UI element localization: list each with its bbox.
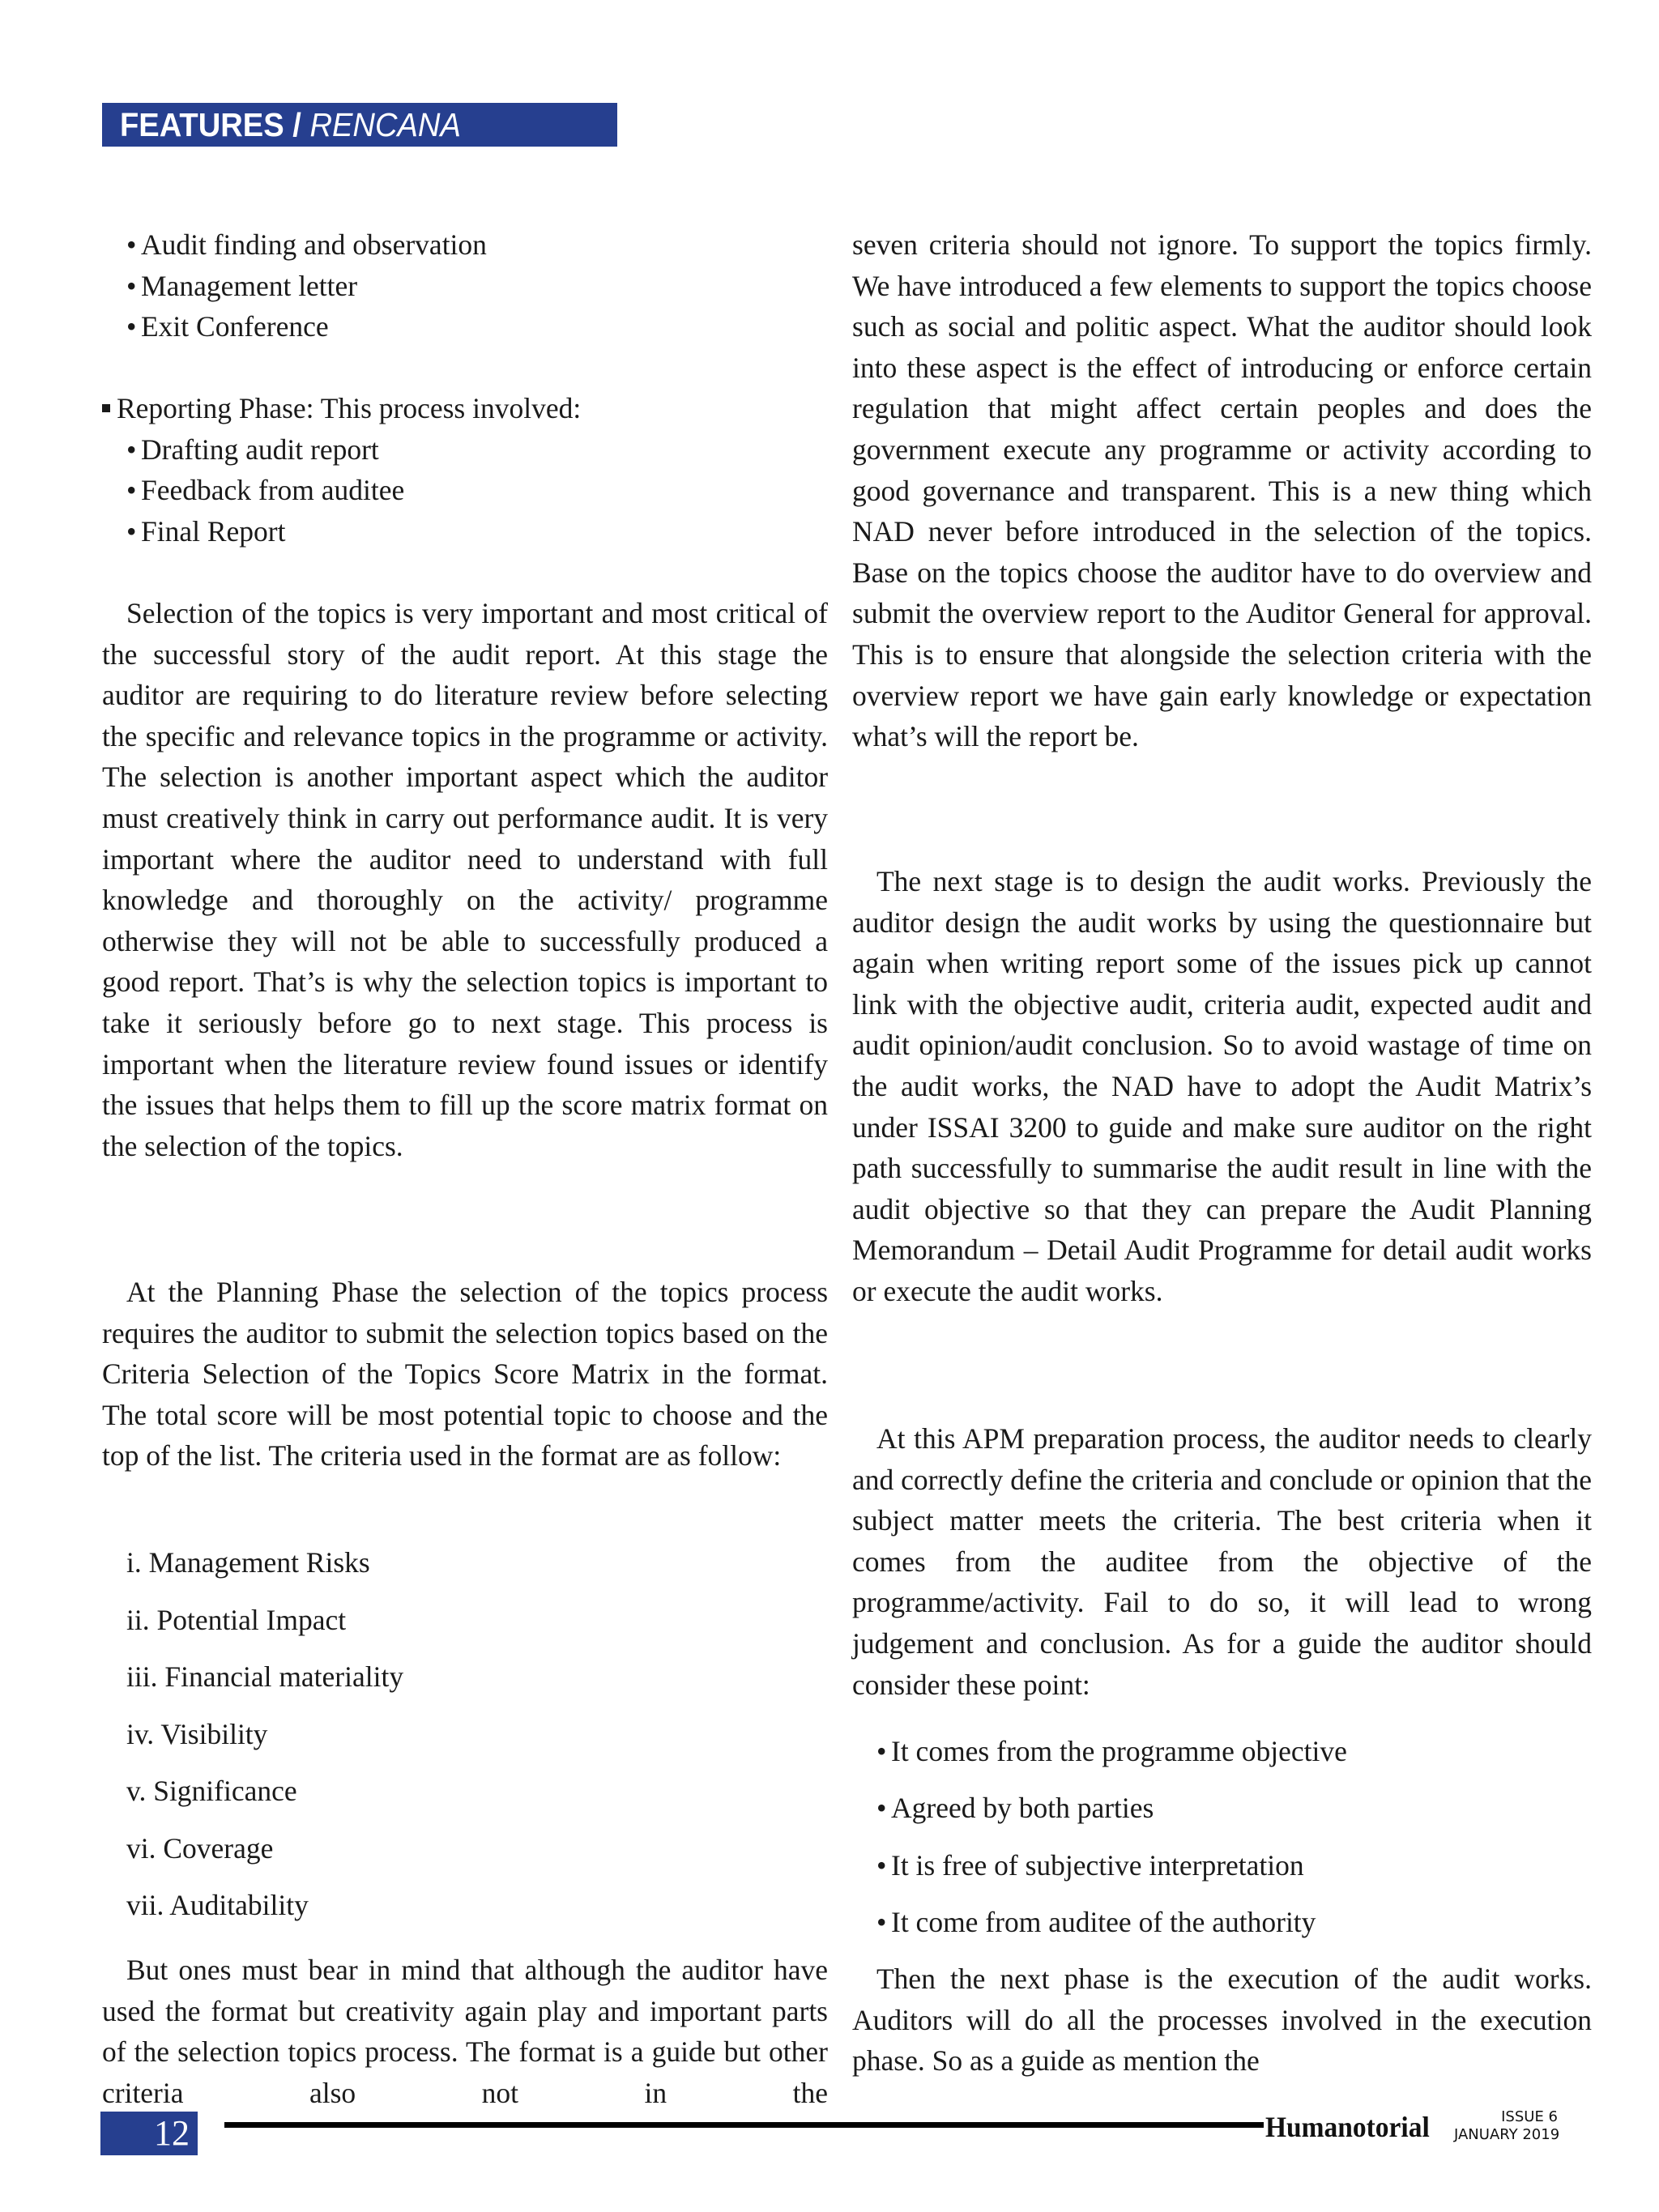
paragraph-but-ones bbox=[102, 1950, 828, 2113]
issue-info bbox=[1454, 2108, 1558, 2144]
paragraph-text: But ones must bear in mind that although the auditor have used the format but creativity again play and important parts of the selection topics process. The format is a guide but other criteria also not in the bbox=[102, 1954, 829, 2109]
section-header-title bbox=[120, 106, 461, 143]
footer-divider bbox=[224, 2122, 1264, 2128]
subsection-name: RENCANA bbox=[309, 106, 461, 143]
criteria-list bbox=[102, 1542, 828, 1942]
list-item: • It comes from the programme objective bbox=[852, 1731, 1592, 1788]
bullet-icon: • bbox=[126, 228, 137, 261]
paragraph-text: At this APM preparation process, the auditor needs to clearly and correctly define the criteria and conclude or opinion that the subject matter meets the criteria. The best criteria when it comes from the auditee from the objective of the programme/activity. Fail to do so, it will lead to wrong judgement and conclusion. As for a guide the auditor should consider these point: bbox=[852, 1422, 1593, 1701]
section-header-bar bbox=[102, 103, 617, 147]
bullet-icon: • bbox=[876, 1848, 887, 1882]
guide-points-list bbox=[852, 1731, 1592, 1959]
paragraph-text: At the Planning Phase the selection of the topics process requires the auditor to submit the selection topics based on the Criteria Selection of the Topics Score Matrix in the format. The total score will be most potential topic to choose and the top of the list. The criteria used in the format are as follow: bbox=[102, 1276, 829, 1473]
page-number-box bbox=[100, 2112, 198, 2155]
paragraph-text: Then the next phase is the execution of the audit works. Auditors will do all the processes involved in the execution phase. So as a guide as mention the bbox=[852, 1963, 1592, 2078]
reporting-phase-block bbox=[102, 388, 828, 552]
bullet-icon: • bbox=[126, 310, 137, 343]
criteria-item: iv. Visibility bbox=[126, 1717, 268, 1750]
audit-process-bullets bbox=[102, 224, 828, 347]
list-item: • Management letter bbox=[102, 266, 828, 307]
paragraph-execution-phase bbox=[852, 1958, 1592, 2082]
list-item: • Final Report bbox=[102, 511, 828, 552]
criteria-item: vi. Coverage bbox=[126, 1831, 274, 1865]
list-item: • Exit Conference bbox=[102, 306, 828, 347]
bullet-icon: • bbox=[876, 1906, 887, 1939]
criteria-item: iii. Financial materiality bbox=[126, 1660, 404, 1693]
section-separator: / bbox=[284, 106, 310, 143]
bullet-icon: • bbox=[876, 1792, 887, 1825]
page-number: 12 bbox=[154, 2113, 190, 2153]
bullet-icon: • bbox=[126, 433, 137, 466]
square-bullet-icon bbox=[102, 404, 110, 412]
criteria-item: ii. Potential Impact bbox=[126, 1603, 347, 1636]
paragraph-seven-criteria-continued bbox=[852, 224, 1592, 757]
bullet-icon: • bbox=[876, 1735, 887, 1767]
list-item: • Agreed by both parties bbox=[852, 1788, 1592, 1844]
criteria-item: vii. Auditability bbox=[126, 1889, 309, 1921]
paragraph-text: seven criteria should not ignore. To support the topics firmly. We have introduced a few elements to support the topics choose such as social and politic aspect. What the auditor should look into these aspect is the effect of introducing or enforce certain regulation that might affect certain peoples and does the government execute any programme or activity according to good governance and transparent. This is a new thing which NAD never before introduced in the selection of the topics. Base on the topics choose the auditor have to do overview and submit the overview report to the Auditor General for approval. This is to ensure that alongside the selection criteria with the overview report we have gain early knowledge or expectation what’s will the report be. bbox=[852, 228, 1593, 753]
paragraph-next-stage bbox=[852, 861, 1592, 1312]
list-item: • Drafting audit report bbox=[102, 429, 828, 471]
paragraph-planning-phase bbox=[102, 1272, 828, 1477]
publication-name: Humanotorial bbox=[1265, 2111, 1430, 2143]
list-item: • Audit finding and observation bbox=[102, 224, 828, 266]
list-item: • Feedback from auditee bbox=[102, 470, 828, 511]
bullet-icon: • bbox=[126, 514, 137, 548]
paragraph-selection-of-topics bbox=[102, 593, 828, 1166]
list-item: • It is free of subjective interpretation bbox=[852, 1845, 1592, 1902]
issue-number: ISSUE 6 bbox=[1501, 2108, 1558, 2125]
paragraph-text: The next stage is to design the audit works. Previously the auditor design the audit works by using the questionnaire but again when writing report some of the issues pick up cannot link with the objective audit, criteria audit, expected audit and audit opinion/audit conclusion. So to avoid wastage of time on the audit works, the NAD have to adopt the Audit Matrix’s under ISSAI 3200 to guide and make sure auditor on the right path successfully to summarise the audit result in line with the audit objective so that they can prepare the Audit Planning Memorandum – Detail Audit Programme for detail audit works or execute the audit works. bbox=[852, 865, 1593, 1307]
criteria-item: v. Significance bbox=[126, 1775, 297, 1807]
list-item: • It come from auditee of the authority bbox=[852, 1902, 1592, 1958]
section-name: FEATURES bbox=[120, 106, 284, 143]
paragraph-text: Selection of the topics is very important and most critical of the successful story of the audit report. At this stage the auditor are requiring to do literature review before selecting the specific and relevance topics in the programme or activity. The selection is another important aspect which the auditor must creatively think in carry out performance audit. It is very important where the auditor need to understand with full knowledge and thoroughly on the activity/ programme otherwise they will not be able to successfully produced a good report. That’s is why the selection topics is important to take it seriously before go to next stage. This process is important when the literature review found issues or identify the issues that helps them to fill up the score matrix format on the selection of the topics. bbox=[102, 597, 829, 1162]
bullet-icon: • bbox=[126, 269, 137, 302]
criteria-item: i. Management Risks bbox=[126, 1546, 370, 1579]
issue-date: JANUARY 2019 bbox=[1454, 2126, 1560, 2143]
bullet-icon: • bbox=[126, 474, 137, 507]
paragraph-apm-preparation bbox=[852, 1418, 1592, 1705]
reporting-phase-heading: Reporting Phase: This process involved: bbox=[102, 388, 828, 429]
